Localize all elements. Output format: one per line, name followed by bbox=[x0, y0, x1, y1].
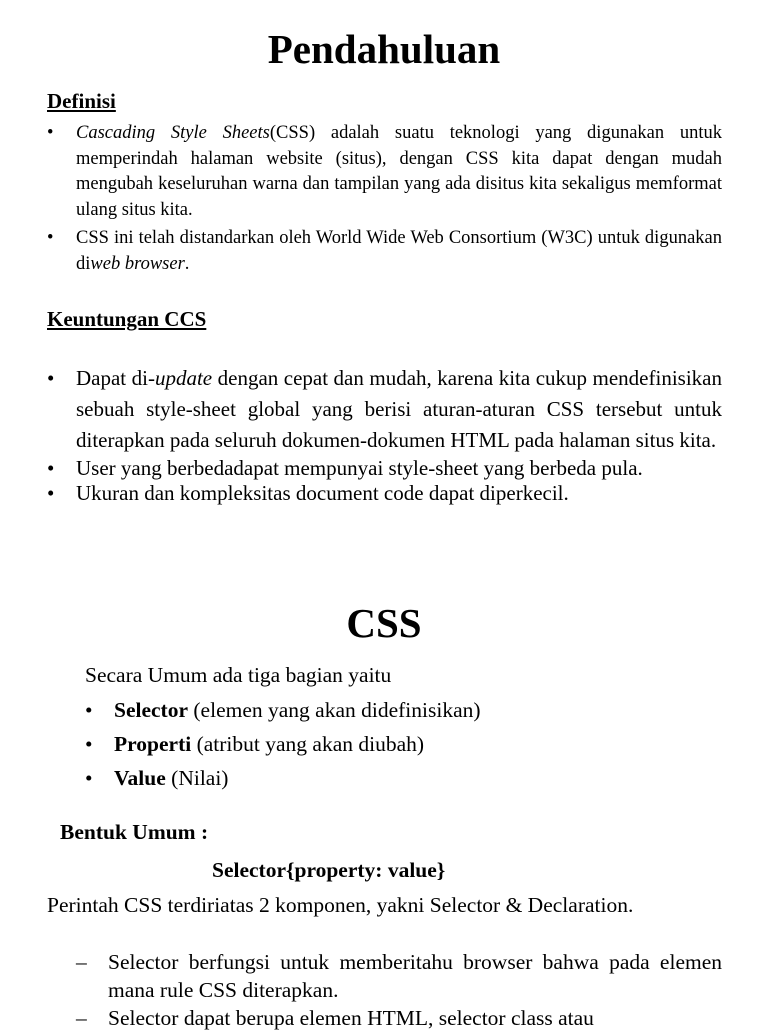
list-item bbox=[85, 727, 481, 761]
list-item-text: Dapat di- bbox=[76, 366, 155, 390]
list-item bbox=[47, 363, 722, 456]
css-parts-list bbox=[85, 693, 481, 795]
bullet-icon: • bbox=[85, 766, 93, 790]
list-item-text: (CSS) adalah suatu teknologi yang digunakan untuk memperindah halaman website (situs), dengan CSS kita dapat dengan mudah mengubah keseluruhan warna dan tampilan yang ada disitus kita sekaligus memformat ulang situs kita. bbox=[76, 123, 723, 220]
list-item-italic: Cascading Style Sheets bbox=[76, 123, 270, 143]
bullet-icon: • bbox=[47, 456, 55, 480]
list-item-text: Ukuran dan kompleksitas document code dapat diperkecil. bbox=[76, 481, 569, 505]
list-item-text: Selector berfungsi untuk memberitahu browser bahwa pada elemen mana rule CSS diterapkan. bbox=[108, 950, 722, 1002]
list-item bbox=[76, 948, 722, 1004]
bullet-icon: • bbox=[85, 732, 93, 756]
general-form-expression: Selector{property: value} bbox=[212, 858, 446, 882]
definisi-list bbox=[47, 121, 722, 280]
part-description: (elemen yang akan didefinisikan) bbox=[188, 698, 481, 722]
perintah-paragraph: Perintah CSS terdiriatas 2 komponen, yakni Selector & Declaration. bbox=[47, 893, 634, 917]
list-item bbox=[85, 693, 481, 727]
page-title: Pendahuluan bbox=[267, 26, 501, 72]
bullet-icon: • bbox=[85, 698, 93, 722]
general-form-label: Bentuk Umum : bbox=[60, 820, 209, 844]
dash-icon: – bbox=[76, 950, 87, 974]
part-name: Properti bbox=[114, 732, 192, 756]
selector-dash-list bbox=[76, 948, 722, 1032]
dash-icon: – bbox=[76, 1006, 87, 1030]
list-item-text: dengan cepat dan mudah, karena kita cukup mendefinisikan sebuah style-sheet global yang berisi aturan-aturan CSS tersebut untuk diterapkan pada seluruh dokumen-dokumen HTML pada halaman situs kita. bbox=[76, 366, 722, 452]
part-name: Selector bbox=[114, 698, 189, 722]
list-item-italic: update bbox=[154, 366, 213, 390]
list-item bbox=[85, 761, 481, 795]
bullet-icon: • bbox=[47, 123, 54, 143]
keuntungan-heading: Keuntungan CCS bbox=[47, 307, 207, 331]
bullet-icon: • bbox=[47, 228, 54, 248]
definisi-heading: Definisi bbox=[47, 89, 116, 113]
list-item bbox=[47, 121, 722, 223]
list-item-text: Selector dapat berupa elemen HTML, selector class atau bbox=[108, 1006, 594, 1030]
keuntungan-list bbox=[47, 363, 722, 506]
list-item-text: . bbox=[184, 253, 190, 274]
list-item bbox=[47, 226, 722, 277]
list-item bbox=[47, 481, 722, 506]
list-item bbox=[47, 456, 722, 481]
list-item-italic: web browser bbox=[90, 253, 185, 274]
css-title: CSS bbox=[346, 600, 422, 646]
part-description: (atribut yang akan diubah) bbox=[191, 732, 425, 756]
bullet-icon: • bbox=[47, 481, 55, 505]
bullet-icon: • bbox=[47, 366, 55, 390]
part-description: (Nilai) bbox=[165, 766, 229, 790]
list-item bbox=[76, 1004, 722, 1032]
css-intro: Secara Umum ada tiga bagian yaitu bbox=[85, 663, 392, 687]
part-name: Value bbox=[114, 766, 166, 790]
list-item-text: User yang berbedadapat mempunyai style-sheet yang berbeda pula. bbox=[76, 456, 643, 480]
list-item-text: CSS ini telah distandarkan oleh World Wide Web Consortium (W3C) untuk digunakan di bbox=[76, 228, 722, 274]
